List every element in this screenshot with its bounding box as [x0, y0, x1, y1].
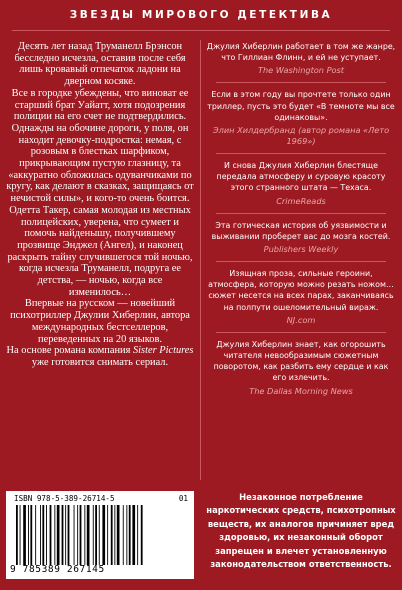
- barcode-bar: [40, 505, 41, 565]
- barcode-bar: [68, 505, 70, 565]
- synopsis: [6, 41, 194, 369]
- synopsis-paragraph: Десять лет назад Труманелл Брэнсон бесследно исчезла, оставив после себя лишь кровавый отпечаток ладони на дверном косяке.: [14, 41, 186, 88]
- quote-source: Publishers Weekly: [263, 244, 339, 255]
- review-quote: [206, 268, 396, 326]
- synopsis-paragraph: Впервые на русском — новейший психотриллер Джулии Хиберлин, автора международных бестселлеров, переведенных на 20 языков.: [10, 298, 190, 345]
- review-quote: [206, 41, 396, 76]
- barcode-bar: [111, 505, 113, 565]
- barcode-bar: [65, 505, 66, 565]
- quote-source: NJ.com: [286, 314, 316, 325]
- barcode-bar: [28, 505, 29, 565]
- quote-text: Джулия Хиберлин знает, как огорошить читателя невообразимым сюжетным поворотом, как разбить ему сердце и как его излечить.: [213, 339, 389, 383]
- adaptation-prefix: На основе романа компания: [6, 345, 133, 357]
- synopsis-paragraph: Все в городке убеждены, что виноват ее старший брат Уайатт, хотя подозрения полиции на его счет не подтвердились.: [11, 87, 189, 123]
- barcode-bar: [54, 505, 55, 565]
- barcode-bar: [102, 505, 105, 565]
- review-quotes: [206, 41, 396, 397]
- quote-divider: [216, 153, 386, 154]
- barcode-bar: [123, 505, 124, 565]
- barcode-panel: [6, 491, 194, 579]
- barcode-bar: [93, 505, 94, 565]
- isbn-label: ISBN 978-5-389-26714-5: [14, 494, 115, 503]
- synopsis-paragraph-adaptation: [6, 345, 194, 368]
- barcode-bar: [57, 505, 60, 565]
- barcode-digits: 9 785389 267145: [10, 564, 105, 575]
- production-company: Sister Pictures: [132, 345, 194, 357]
- barcode-bar: [117, 505, 120, 565]
- series-title: ЗВЕЗДЫ МИРОВОГО ДЕТЕКТИВА: [69, 9, 333, 21]
- quote-divider: [216, 213, 386, 214]
- quote-source: The Washington Post: [257, 65, 345, 76]
- adaptation-suffix: уже готовится снимать сериал.: [31, 356, 169, 368]
- barcode-bar: [23, 505, 26, 565]
- quote-divider: [216, 261, 386, 262]
- isbn-suffix: 01: [178, 494, 188, 503]
- barcode-bar: [84, 505, 85, 565]
- barcode-bar: [16, 505, 18, 565]
- barcode-bar: [114, 505, 115, 565]
- barcode-bar: [74, 505, 75, 565]
- barcode-bar: [35, 505, 36, 565]
- barcode-bar: [141, 505, 143, 565]
- health-warning: Незаконное потребление наркотических средств, психотропных веществ, их аналогов причиняет вред здоровью, их незаконный оборот запрещен и влечет установленную законодательством ответственность.: [206, 492, 396, 570]
- barcode-bar: [107, 505, 108, 565]
- barcode-bar: [80, 505, 82, 565]
- quote-divider: [216, 82, 386, 83]
- barcode-bar: [30, 505, 32, 565]
- quote-text: Джулия Хиберлин работает в том же жанре, что Гиллиан Флинн, и ей не уступает.: [206, 42, 396, 63]
- quote-divider: [216, 332, 386, 333]
- barcode-bar: [42, 505, 44, 565]
- barcode-bar: [46, 505, 47, 565]
- barcode-bar: [137, 505, 138, 565]
- barcode-bar: [50, 505, 52, 565]
- barcode-bar: [77, 505, 78, 565]
- barcode-bar: [87, 505, 90, 565]
- synopsis-paragraph: Однажды на обочине дороги, у поля, он находит девочку-подростка: немая, с розовым в блестках шарфиком, прикрывающим пустую глазницу, та «аккуратно обложилась одуванчиками по кругу, как делают в сказках, защищаясь от нечистой силы», и кого-то очень боится. Одетта Такер, самая молодая из местных полицейских, уверена, что сумеет и помочь найденышу, получившему прозвище Энджел (Ангел), и наконец раскрыть тайну случившегося той ночью, когда исчезла Труманелл, подруга ее детства, — ночью, когда все изменилось…: [6, 122, 194, 298]
- barcode-bar: [126, 505, 127, 565]
- review-quote: [206, 89, 396, 147]
- barcode-bar: [95, 505, 97, 565]
- barcode-bar: [20, 505, 21, 565]
- review-quote: [206, 160, 396, 207]
- quote-text: Если в этом году вы прочтете только один триллер, пусть это будет «В темноте мы все одинаковы».: [207, 90, 395, 122]
- quote-source: CrimeReads: [276, 195, 326, 206]
- quote-source: The Dallas Morning News: [249, 385, 353, 396]
- review-quote: [206, 220, 396, 255]
- quote-text: Эта готическая история об уязвимости и выживании проберет вас до мозга костей.: [211, 220, 391, 241]
- series-divider: [12, 30, 390, 31]
- barcode-bar: [132, 505, 135, 565]
- barcode-bar: [129, 505, 131, 565]
- barcode-icon: [16, 505, 186, 565]
- barcode-bar: [62, 505, 64, 565]
- column-divider: [200, 40, 201, 480]
- review-quote: [206, 339, 396, 397]
- quote-text: Изящная проза, сильные героини, атмосфера, которую можно резать ножом… сюжет несется на всех парах, заканчиваясь на полпути ошеломительный вираж.: [208, 269, 394, 312]
- quote-source: Элин Хилдербранд (автор романа «Лето 1969»): [212, 125, 390, 147]
- barcode-bar: [99, 505, 100, 565]
- quote-text: И снова Джулия Хиберлин блестяще передала атмосферу и суровую красоту этого странного штата — Техаса.: [216, 161, 386, 193]
